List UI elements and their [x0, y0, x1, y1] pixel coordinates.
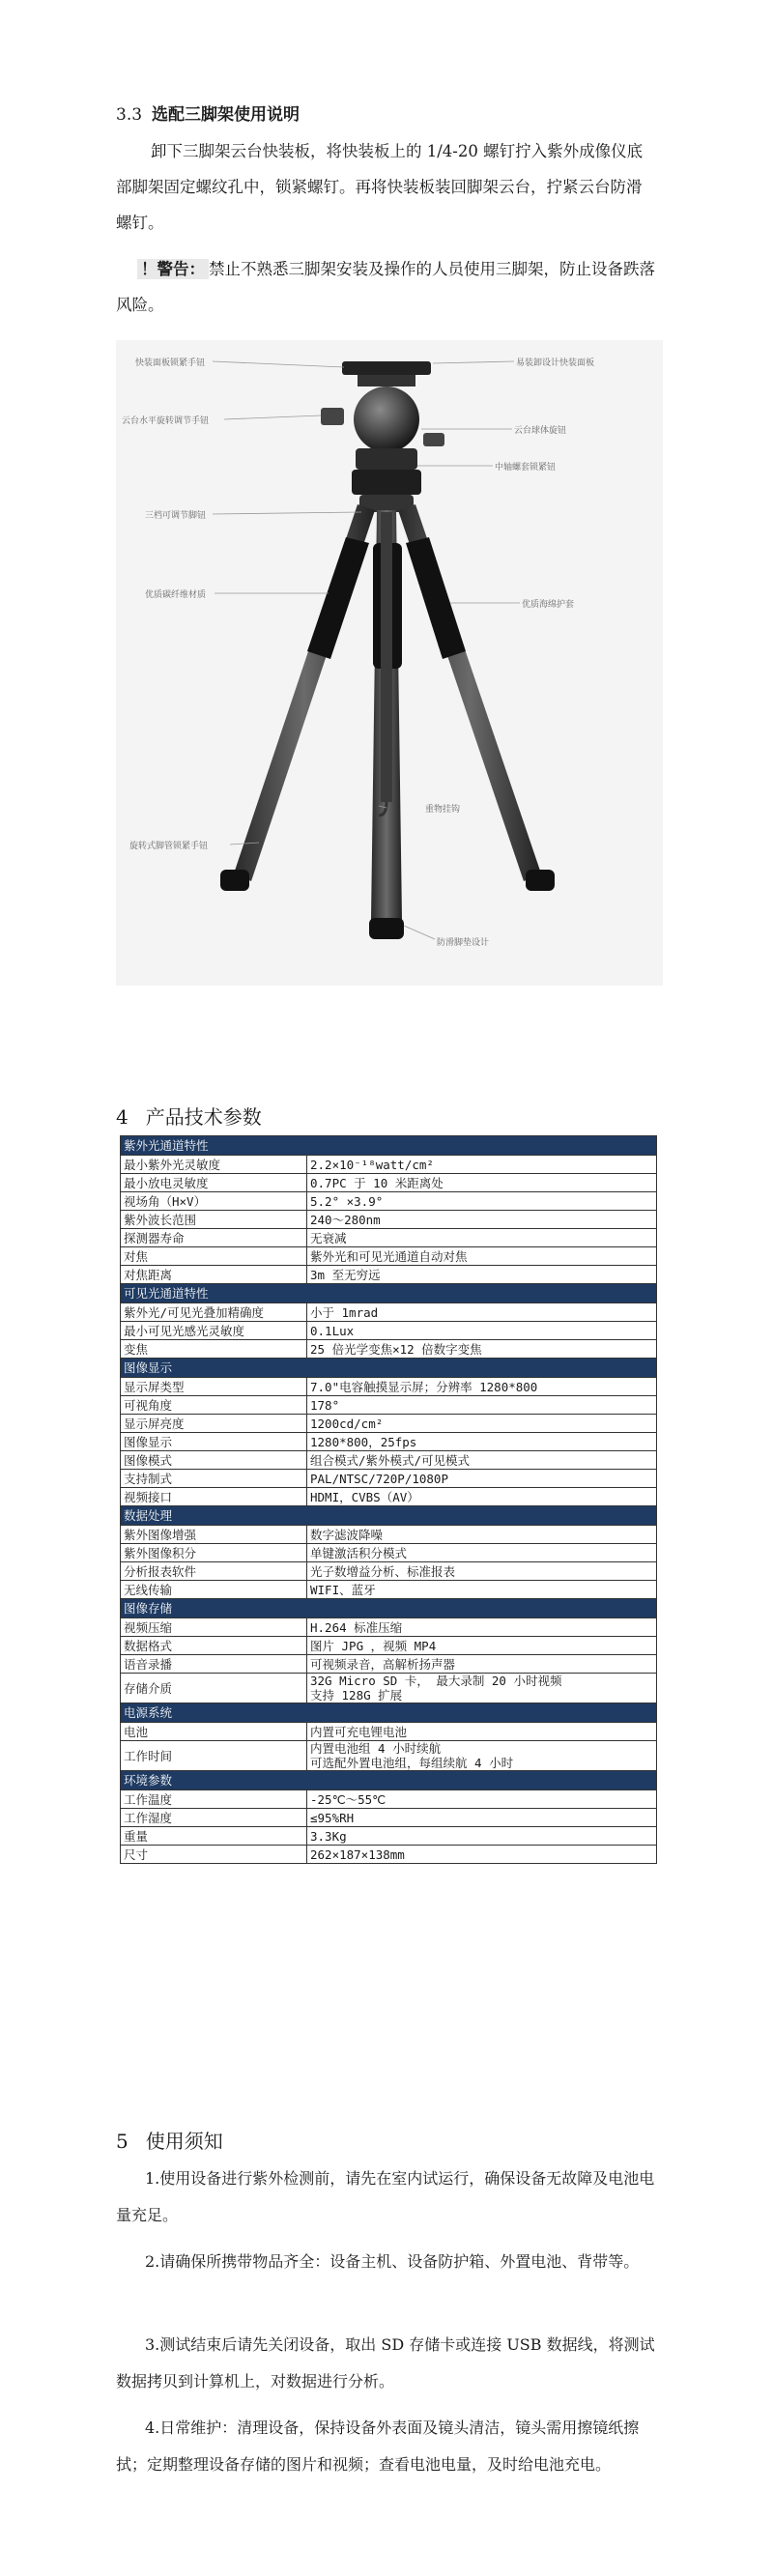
callout-twist-lock: 旋转式脚管锁紧手钮 [129, 842, 209, 851]
spec-value: 3.3Kg [307, 1827, 657, 1846]
spec-row [121, 1378, 657, 1396]
spec-row [121, 1229, 657, 1247]
spec-row [121, 1544, 657, 1562]
spec-value: 0.1Lux [307, 1322, 657, 1340]
spec-section-row [121, 1703, 657, 1723]
spec-section-label: 图像存储 [121, 1599, 657, 1618]
section-3-3-heading [116, 100, 300, 125]
spec-row [121, 1415, 657, 1433]
spec-value: 光子数增益分析、标准报表 [307, 1562, 657, 1581]
warning-text: 禁止不熟悉三脚架安装及操作的人员使用三脚架，防止设备跌落风险。 [116, 260, 655, 314]
spec-row [121, 1790, 657, 1809]
spec-key: 电池 [121, 1723, 307, 1741]
spec-row [121, 1846, 657, 1864]
spec-key: 对焦 [121, 1247, 307, 1266]
spec-row [121, 1562, 657, 1581]
spec-row [121, 1741, 657, 1771]
section-title: 选配三脚架使用说明 [152, 105, 301, 125]
spec-key: 数据格式 [121, 1637, 307, 1655]
spec-key: 显示屏类型 [121, 1378, 307, 1396]
spec-key: 支持制式 [121, 1470, 307, 1488]
spec-section-label: 可见光通道特性 [121, 1284, 657, 1303]
spec-value: 单键激活积分模式 [307, 1544, 657, 1562]
spec-row [121, 1174, 657, 1192]
spec-section-row [121, 1771, 657, 1790]
spec-key: 探测器寿命 [121, 1229, 307, 1247]
usage-item-text: 使用设备进行紫外检测前，请先在室内试运行，确保设备无故障及电池电量充足。 [116, 2169, 655, 2224]
usage-item-3 [116, 2327, 657, 2400]
spec-value: 262×187×138mm [307, 1846, 657, 1864]
callout-center-column-lock: 中轴螺套锁紧钮 [495, 463, 557, 472]
spec-value: 紫外光和可见光通道自动对焦 [307, 1247, 657, 1266]
callout-quick-release-lock: 快装面板锁紧手钮 [135, 358, 206, 368]
spec-key: 最小放电灵敏度 [121, 1174, 307, 1192]
spec-key: 最小紫外光灵敏度 [121, 1156, 307, 1174]
spec-key: 工作温度 [121, 1790, 307, 1809]
spec-section-row [121, 1506, 657, 1526]
spec-value: 5.2° ×3.9° [307, 1192, 657, 1211]
spec-value [307, 1741, 657, 1771]
spec-value: PAL/NTSC/720P/1080P [307, 1470, 657, 1488]
spec-key: 工作湿度 [121, 1809, 307, 1827]
spec-row [121, 1211, 657, 1229]
section-5-heading [116, 2126, 223, 2154]
usage-item-number: 4. [145, 2419, 160, 2437]
spec-section-label: 电源系统 [121, 1703, 657, 1723]
callout-anti-slip-foot: 防滑脚垫设计 [437, 938, 490, 948]
spec-section-row [121, 1284, 657, 1303]
spec-key: 最小可见光感光灵敏度 [121, 1322, 307, 1340]
spec-value-line: 支持 128G 扩展 [310, 1688, 403, 1703]
spec-key: 无线传输 [121, 1581, 307, 1599]
tripod-install-paragraph: 卸下三脚架云台快装板，将快装板上的 1/4-20 螺钉拧入紫外成像仪底部脚架固定螺纹孔中，锁紧螺钉。再将快装板装回脚架云台，拧紧云台防滑螺钉。 [116, 142, 644, 232]
spec-value: 25 倍光学变焦×12 倍数字变焦 [307, 1340, 657, 1359]
spec-value-line: 可选配外置电池组，每组续航 4 小时 [310, 1756, 514, 1770]
spec-value [307, 1674, 657, 1703]
spec-row [121, 1827, 657, 1846]
spec-row [121, 1433, 657, 1451]
callout-pan-knob: 云台水平旋转调节手钮 [122, 416, 210, 426]
usage-item-number: 1. [145, 2169, 160, 2188]
section-number: 5 [116, 2130, 129, 2153]
spec-value-line: 32G Micro SD 卡， 最大录制 20 小时视频 [310, 1674, 562, 1688]
spec-row [121, 1340, 657, 1359]
spec-key: 对焦距离 [121, 1266, 307, 1284]
spec-row [121, 1723, 657, 1741]
callout-quick-release-plate: 易装卸设计快装面板 [516, 358, 595, 368]
spec-key: 分析报表软件 [121, 1562, 307, 1581]
spec-row [121, 1156, 657, 1174]
tripod-illustration [116, 340, 663, 986]
usage-item-1 [116, 2161, 657, 2234]
spec-key: 紫外图像积分 [121, 1544, 307, 1562]
spec-row [121, 1192, 657, 1211]
spec-section-row [121, 1359, 657, 1378]
spec-value-line: 内置电池组 4 小时续航 [310, 1741, 442, 1756]
spec-key: 语音录播 [121, 1655, 307, 1674]
spec-key: 视频压缩 [121, 1618, 307, 1637]
spec-value: 1280*800，25fps [307, 1433, 657, 1451]
spec-key: 紫外图像增强 [121, 1526, 307, 1544]
usage-item-text: 请确保所携带物品齐全：设备主机、设备防护箱、外置电池、背带等。 [159, 2252, 640, 2271]
spec-row [121, 1618, 657, 1637]
spec-value: 可视频录音，高解析扬声器 [307, 1655, 657, 1674]
spec-value: 图片 JPG ，视频 MP4 [307, 1637, 657, 1655]
spec-key: 重量 [121, 1827, 307, 1846]
spec-key: 视场角（H×V） [121, 1192, 307, 1211]
spec-row [121, 1247, 657, 1266]
spec-key: 可视角度 [121, 1396, 307, 1415]
spec-value: 2.2×10⁻¹⁸watt/cm² [307, 1156, 657, 1174]
spec-section-row [121, 1136, 657, 1156]
spec-section-label: 紫外光通道特性 [121, 1136, 657, 1156]
spec-value: 内置可充电锂电池 [307, 1723, 657, 1741]
callout-weight-hook: 重物挂钩 [425, 805, 461, 815]
section-number: 3.3 [116, 105, 143, 125]
spec-value: 0.7PC 于 10 米距离处 [307, 1174, 657, 1192]
spec-key: 图像模式 [121, 1451, 307, 1470]
spec-key: 显示屏亮度 [121, 1415, 307, 1433]
spec-row [121, 1488, 657, 1506]
usage-item-text: 测试结束后请先关闭设备，取出 SD 存储卡或连接 USB 数据线，将测试数据拷贝到计算机上，对数据进行分析。 [116, 2335, 655, 2390]
spec-row [121, 1396, 657, 1415]
callout-ball-lock: 云台球体旋钮 [514, 426, 567, 436]
spec-value: ≤95%RH [307, 1809, 657, 1827]
spec-value: 数字滤波降噪 [307, 1526, 657, 1544]
spec-section-label: 数据处理 [121, 1506, 657, 1526]
spec-key: 存储介质 [121, 1674, 307, 1703]
spec-row [121, 1809, 657, 1827]
spec-row [121, 1303, 657, 1322]
spec-value: 小于 1mrad [307, 1303, 657, 1322]
spec-key: 紫外波长范围 [121, 1211, 307, 1229]
callout-leg-angle-lock: 三档可调节脚钮 [145, 511, 207, 521]
warning-label: ！警告： [137, 259, 209, 279]
warning-paragraph [116, 251, 657, 323]
spec-row [121, 1581, 657, 1599]
spec-value: -25℃～55℃ [307, 1790, 657, 1809]
spec-section-label: 图像显示 [121, 1359, 657, 1378]
section-4-heading [116, 1102, 262, 1130]
spec-value: 240～280nm [307, 1211, 657, 1229]
spec-value: H.264 标准压缩 [307, 1618, 657, 1637]
tripod-figure [116, 340, 663, 986]
spec-table [120, 1135, 657, 1864]
spec-row [121, 1655, 657, 1674]
section-title: 使用须知 [145, 2130, 223, 2153]
spec-key: 变焦 [121, 1340, 307, 1359]
spec-key: 尺寸 [121, 1846, 307, 1864]
spec-value: 组合模式/紫外模式/可见模式 [307, 1451, 657, 1470]
spec-row [121, 1451, 657, 1470]
spec-section-row [121, 1599, 657, 1618]
spec-value: 7.0"电容触摸显示屏；分辨率 1280*800 [307, 1378, 657, 1396]
spec-key: 紫外光/可见光叠加精确度 [121, 1303, 307, 1322]
spec-key: 视频接口 [121, 1488, 307, 1506]
spec-key: 图像显示 [121, 1433, 307, 1451]
spec-row [121, 1526, 657, 1544]
spec-value: 无衰减 [307, 1229, 657, 1247]
callout-foam-grip: 优质海绵护套 [522, 600, 575, 610]
spec-row [121, 1322, 657, 1340]
usage-item-number: 3. [145, 2335, 160, 2354]
section-number: 4 [116, 1105, 129, 1129]
usage-item-2 [116, 2244, 657, 2280]
spec-key: 工作时间 [121, 1741, 307, 1771]
section-title: 产品技术参数 [145, 1105, 262, 1129]
spec-value: 1200cd/cm² [307, 1415, 657, 1433]
spec-value: 3m 至无穷远 [307, 1266, 657, 1284]
callout-carbon-fiber: 优质碳纤维材质 [145, 590, 207, 600]
spec-value: WIFI、蓝牙 [307, 1581, 657, 1599]
usage-item-text: 日常维护：清理设备，保持设备外表面及镜头清洁，镜头需用擦镜纸擦拭；定期整理设备存储的图片和视频；查看电池电量，及时给电池充电。 [116, 2419, 640, 2474]
spec-row [121, 1266, 657, 1284]
spec-value: HDMI，CVBS（AV） [307, 1488, 657, 1506]
spec-row [121, 1470, 657, 1488]
spec-row [121, 1637, 657, 1655]
spec-value: 178° [307, 1396, 657, 1415]
spec-section-label: 环境参数 [121, 1771, 657, 1790]
usage-item-4 [116, 2410, 657, 2483]
spec-row [121, 1674, 657, 1703]
usage-item-number: 2. [145, 2252, 160, 2271]
